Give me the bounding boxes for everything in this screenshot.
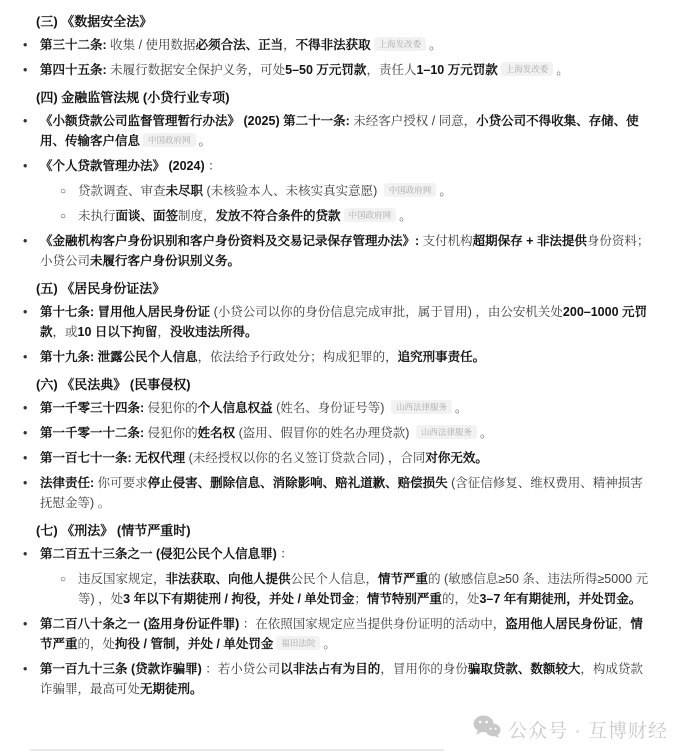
citation-badge[interactable]: 上海发改委 (501, 62, 554, 76)
text: 的，处 (77, 637, 116, 651)
list-item (0, 473, 650, 513)
bold-text: 面谈、面签 (115, 209, 179, 223)
text: (未经授权以你的名义签订贷款合同) ，合同 (185, 451, 426, 465)
circle-bullet-icon: ○ (60, 574, 67, 585)
bold-text: 情节严重 (378, 572, 429, 586)
bold-text: 盗用他人居民身份证 (505, 617, 618, 631)
sub-list-item (0, 569, 650, 609)
bullet-icon: • (23, 451, 28, 465)
text: ， (157, 325, 170, 339)
bold-text: 1–10 万元罚款 (416, 63, 498, 77)
text: 贷款调查、审查 (78, 184, 166, 198)
text: 。 (556, 63, 569, 77)
text: 侵犯你的 (147, 401, 198, 415)
bold-text: 拘役 / 管制，并处 / 单处罚金 (115, 637, 274, 651)
citation-badge[interactable]: 中国政府网 (384, 183, 437, 197)
bullet-icon: • (23, 662, 28, 676)
text: 的，处 (441, 592, 480, 606)
bold-text: 不得非法获取 (295, 38, 371, 52)
text: 。 (454, 401, 468, 415)
list-item (0, 448, 650, 468)
text: ，或 (52, 325, 78, 339)
text: 。 (429, 38, 442, 52)
citation-badge[interactable]: 山西法律服务 (416, 425, 477, 439)
sub-list-item (0, 206, 650, 226)
bold-text: 小贷公司不得收集、存储、使用、传输客户信息 (40, 114, 639, 148)
citation-badge[interactable]: 上海发改委 (374, 37, 427, 51)
list-item (0, 423, 650, 443)
section-heading: (六) 《民法典》 (民事侵权) (36, 377, 191, 392)
bullet-icon: • (23, 305, 28, 319)
citation-badge[interactable]: 山西法律服务 (391, 400, 452, 414)
bullet-icon: • (23, 350, 28, 364)
citation-badge[interactable]: 中国政府网 (143, 133, 196, 147)
text: ； (354, 592, 367, 606)
list-item (0, 231, 650, 271)
bold-text: 情节严重 (40, 617, 643, 651)
bottom-divider (30, 749, 444, 751)
bold-text: 未履行客户身份识别义务。 (90, 254, 241, 268)
bold-text: 第二百五十三条之一 (侵犯公民个人信息罪) (40, 547, 277, 561)
bold-text: 停止侵害、删除信息、消除影响、赔礼道歉、赔偿损失 (147, 476, 448, 490)
list-item (0, 659, 650, 699)
bullet-icon: • (23, 114, 28, 128)
bullet-icon: • (23, 426, 28, 440)
text: 的 (敏感信息≥50 条、违法所得≥5000 元等) ，处 (78, 572, 649, 606)
text: (含征信修复、维权费用、精神损害抚慰金等) 。 (40, 476, 643, 510)
bold-text: 第一百九十三条 (贷款诈骗罪) (40, 662, 202, 676)
bold-text: 发放不符合条件的贷款 (215, 209, 341, 223)
text: 未执行 (78, 209, 116, 223)
text: ： (204, 159, 221, 173)
section-heading: (四) 金融监管法规 (小贷行业专项) (36, 90, 230, 105)
list-item (0, 60, 650, 80)
bold-text: 第一百七十一条: 无权代理 (40, 451, 186, 465)
text: ，依法给予行政处分；构成犯罪的， (197, 350, 398, 364)
bold-text: 10 日以下拘留 (77, 325, 158, 339)
bold-text: 第二百八十条之一 (盗用身份证件罪) (40, 617, 240, 631)
text: (盗用、假冒你的姓名办理贷款) (235, 426, 413, 440)
text: 。 (198, 134, 212, 148)
watermark (473, 715, 668, 744)
bold-text: 第一千零一十二条: (40, 426, 148, 440)
bold-text: 姓名权 (197, 426, 236, 440)
text: 身份资料；小贷公司 (40, 234, 650, 268)
list-item (0, 544, 650, 564)
text: ，构成贷款诈骗罪，最高可处 (40, 662, 643, 696)
list-item (0, 347, 650, 367)
text: 未经客户授权 / 同意， (353, 114, 477, 128)
citation-badge[interactable]: 中国政府网 (344, 208, 397, 222)
bold-text: 追究刑事责任。 (397, 350, 486, 364)
text: 。 (399, 209, 412, 223)
text: 。 (323, 637, 336, 651)
text: (未核验本人、未核实真实意愿) (203, 184, 381, 198)
text: 收集 / 使用数据 (110, 38, 196, 52)
section-heading: (五) 《居民身份证法》 (36, 281, 166, 296)
bold-text: 第一千零三十四条: (40, 401, 148, 415)
bold-text: 没收违法所得。 (169, 325, 258, 339)
bold-text: 非法获取、向他人提供 (165, 572, 291, 586)
bold-text: 第十九条: 泄露公民个人信息 (40, 350, 198, 364)
bold-text: 《金融机构客户身份识别和客户身份资料及交易记录保存管理办法》: (40, 234, 423, 248)
bold-text: 第十七条: 冒用他人居民身份证 (40, 305, 211, 319)
bold-text: 第四十五条: (40, 63, 111, 77)
list-item (0, 111, 650, 151)
bold-text: 个人信息权益 (197, 401, 273, 415)
bullet-icon: • (23, 159, 28, 173)
bullet-icon: • (23, 547, 28, 561)
list-item (0, 302, 650, 342)
text: ，冒用你的身份 (380, 662, 468, 676)
bold-text: 超期保存 + 非法提供 (472, 234, 587, 248)
bold-text: 第三十二条: (40, 38, 111, 52)
text: 侵犯你的 (147, 426, 198, 440)
bold-text: 必须合法、正当 (195, 38, 284, 52)
text: 。 (479, 426, 493, 440)
list-item (0, 398, 650, 418)
bold-text: 200–1000 元罚款 (40, 305, 648, 339)
list-item (0, 614, 650, 654)
text: ，责任人 (366, 63, 417, 77)
bold-text: 无期徒刑。 (140, 682, 203, 696)
text: 你可要求 (97, 476, 148, 490)
text: 制度， (178, 209, 216, 223)
bullet-icon: • (23, 476, 28, 490)
wechat-icon (473, 715, 501, 744)
bullet-icon: • (23, 401, 28, 415)
bold-text: 对你无效。 (425, 451, 488, 465)
text: 。 (439, 184, 452, 198)
list-item (0, 156, 650, 176)
watermark-text: 公众号 · 互博财经 (508, 721, 668, 742)
bullet-icon: • (23, 38, 28, 52)
text: 支付机构 (422, 234, 473, 248)
circle-bullet-icon: ○ (60, 186, 67, 197)
bold-text: 《个人贷款管理办法》 (2024) (40, 159, 205, 173)
bullet-icon: • (23, 234, 28, 248)
text: 公民个人信息， (290, 572, 379, 586)
section-heading: (七) 《刑法》 (情节严重时) (36, 523, 191, 538)
bold-text: 《小额贷款公司监督管理暂行办法》 (2025) 第二十一条: (40, 114, 354, 128)
text: ， (283, 38, 296, 52)
text: ：在依照国家规定应当提供身份证明的活动中， (239, 617, 506, 631)
list-item (0, 35, 650, 55)
bold-text: 骗取贷款、数额较大 (467, 662, 581, 676)
sub-list-item (0, 181, 650, 201)
section-heading: (三) 《数据安全法》 (36, 14, 153, 29)
bold-text: 5–50 万元罚款 (285, 63, 367, 77)
text: ， (617, 617, 631, 631)
bold-text: 情节特别严重 (366, 592, 442, 606)
text: (小贷公司以你的身份信息完成审批，属于冒用) ，由公安机关处 (210, 305, 563, 319)
bold-text: 以非法占有为目的 (280, 662, 381, 676)
bullet-icon: • (23, 63, 28, 77)
text: ：若小贷公司 (201, 662, 281, 676)
text: ： (276, 547, 293, 561)
text: 违反国家规定， (78, 572, 166, 586)
bullet-icon: • (23, 617, 28, 631)
bold-text: 3 年以下有期徒刑 / 拘役，并处 / 单处罚金 (123, 592, 355, 606)
bold-text: 未尽职 (165, 184, 204, 198)
text: (姓名、身份证号等) (272, 401, 388, 415)
bold-text: 法律责任: (40, 476, 98, 490)
bold-text: 3–7 年有期徒刑，并处罚金。 (479, 592, 642, 606)
citation-badge[interactable]: 福田法院 (276, 636, 320, 650)
circle-bullet-icon: ○ (60, 211, 67, 222)
text: 未履行数据安全保护义务，可处 (110, 63, 286, 77)
